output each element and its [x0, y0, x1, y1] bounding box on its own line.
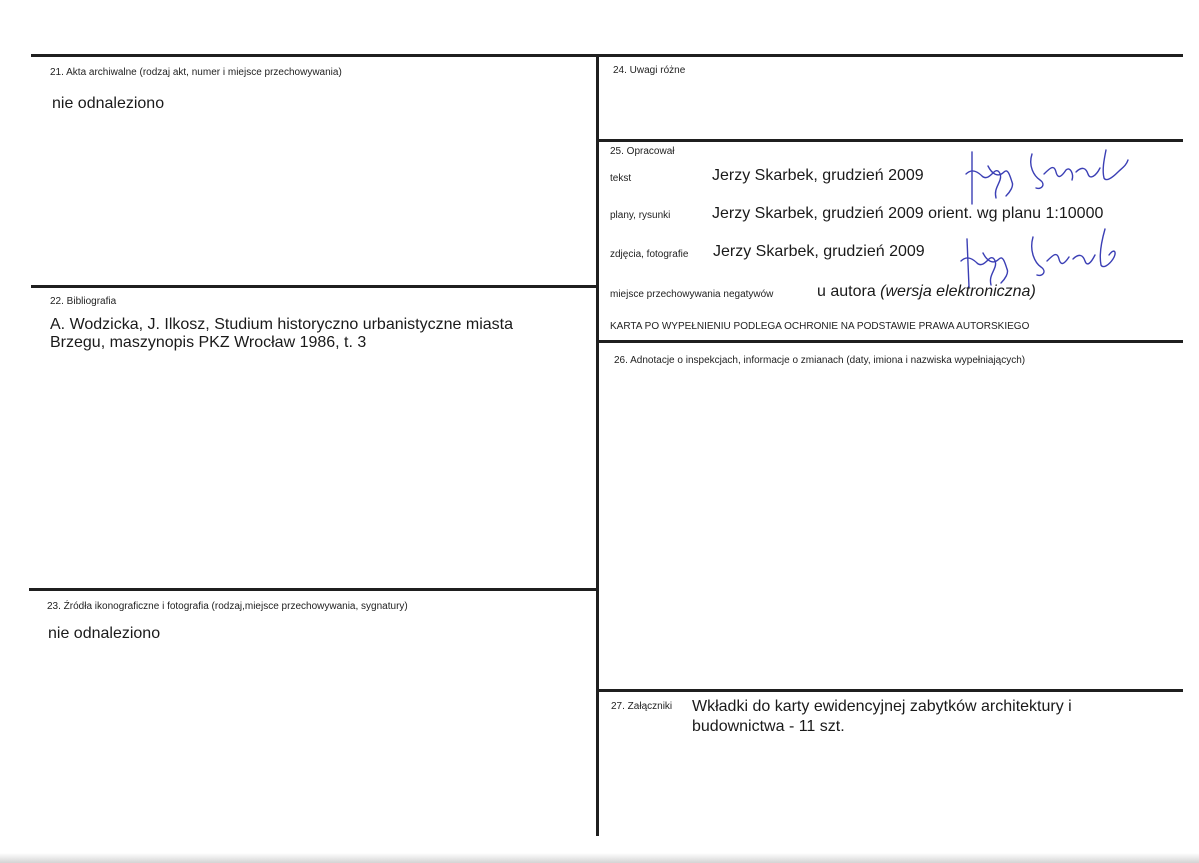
rule-24-25	[598, 139, 1183, 142]
section-27-value-line1: Wkładki do karty ewidencyjnej zabytków architektury i	[692, 698, 1072, 715]
section-25-label: 25. Opracował	[610, 146, 675, 157]
rule-26-27	[598, 689, 1183, 692]
section-24-label: 24. Uwagi różne	[613, 65, 686, 76]
negatywy-label: miejsce przechowywania negatywów	[610, 289, 774, 300]
section-27-value-line2: budownictwa - 11 szt.	[692, 718, 845, 735]
tekst-value: Jerzy Skarbek, grudzień 2009	[712, 167, 924, 184]
rule-25-26	[598, 340, 1183, 343]
section-22-value-line2: Brzegu, maszynopis PKZ Wrocław 1986, t. 3	[50, 334, 367, 351]
section-23-label: 23. Źródła ikonograficzne i fotografia (rodzaj,miejsce przechowywania, sygnatury)	[47, 601, 408, 612]
section-27-label: 27. Załączniki	[611, 701, 673, 712]
rule-21-22	[31, 285, 598, 288]
copyright-notice: KARTA PO WYPEŁNIENIU PODLEGA OCHRONIE NA PODSTAWIE PRAWA AUTORSKIEGO	[610, 321, 1030, 332]
section-22-label: 22. Bibliografia	[50, 296, 117, 307]
section-22-value-line1: A. Wodzicka, J. Ilkosz, Studium historyczno urbanistyczne miasta	[50, 316, 513, 333]
plany-value: Jerzy Skarbek, grudzień 2009 orient. wg planu 1:10000	[712, 205, 1104, 222]
section-21-value: nie odnaleziono	[52, 95, 165, 112]
negatywy-value-text: u autora	[817, 283, 876, 300]
section-21-label: 21. Akta archiwalne (rodzaj akt, numer i miejsce przechowywania)	[50, 67, 342, 78]
signature-2	[955, 225, 1125, 290]
tekst-label: tekst	[610, 173, 632, 184]
zdjecia-label: zdjęcia, fotografie	[610, 249, 689, 260]
signature-1	[958, 146, 1133, 206]
negatywy-value-italic: (wersja elektroniczna)	[880, 283, 1036, 300]
scan-bottom-edge	[0, 853, 1199, 863]
section-23-value: nie odnaleziono	[48, 625, 161, 642]
section-26-label: 26. Adnotacje o inspekcjach, informacje o zmianach (daty, imiona i nazwiska wypełniających)	[614, 355, 1026, 366]
plany-label: plany, rysunki	[610, 210, 671, 221]
top-rule	[31, 54, 1183, 57]
center-divider	[596, 56, 599, 836]
rule-22-23	[29, 588, 598, 591]
zdjecia-value: Jerzy Skarbek, grudzień 2009	[713, 243, 925, 260]
